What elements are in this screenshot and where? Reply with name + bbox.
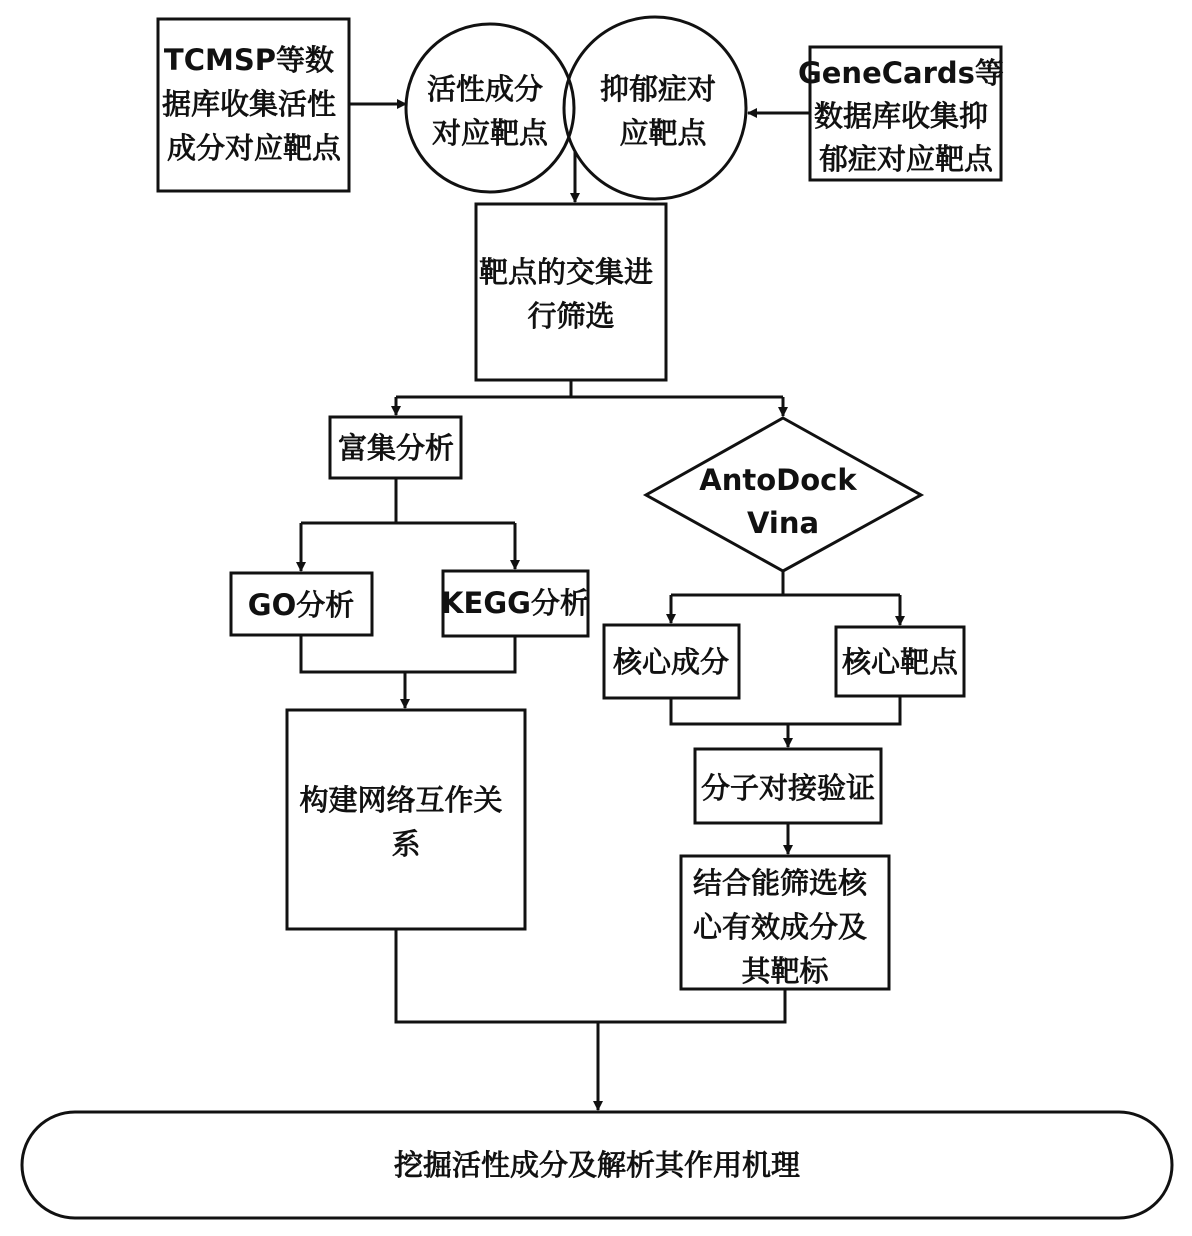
network-box [287, 710, 525, 929]
tcmsp-label: TCMSP等数 据库收集活性 成分对应靶点 [161, 43, 342, 165]
edge-go-kegg-merge [301, 635, 515, 690]
docking-label: 分子对接验证 [700, 771, 876, 805]
go-label: GO分析 [247, 588, 355, 622]
intersection-box [476, 204, 666, 380]
final-label: 挖掘活性成分及解析其作用机理 [393, 1148, 801, 1182]
enrichment-label: 富集分析 [337, 431, 455, 465]
edge-intersection-split [396, 380, 783, 397]
active-component-circle [406, 24, 574, 192]
network-label: 构建网络互作关 系 [299, 783, 503, 861]
core-component-label: 核心成分 [612, 645, 730, 679]
edge-enrichment-split [301, 478, 515, 523]
active-component-label: 活性成分 对应靶点 [426, 72, 549, 150]
edge-core-merge [671, 696, 900, 724]
depression-target-circle [564, 17, 746, 199]
genecards-label: GeneCards等 数据库收集抑 郁症对应靶点 [797, 56, 1004, 176]
edge-autodock-split [671, 571, 900, 595]
binding-label: 结合能筛选核 心有效成分及 其靶标 [692, 866, 867, 988]
autodock-label: AntoDock Vina [699, 463, 857, 540]
core-target-label: 核心靶点 [841, 645, 959, 679]
intersection-label: 靶点的交集进 行筛选 [478, 255, 653, 333]
kegg-label: KEGG分析 [441, 586, 589, 620]
depression-target-label: 抑郁症对 应靶点 [599, 72, 716, 150]
